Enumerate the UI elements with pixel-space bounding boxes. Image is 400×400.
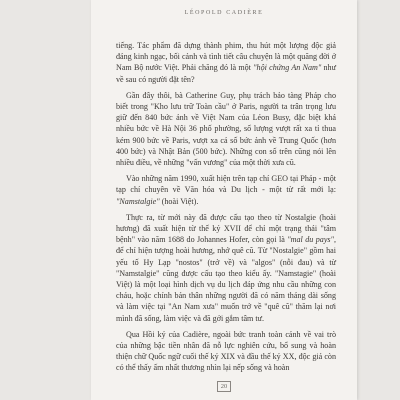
page-number	[91, 381, 357, 392]
paragraph-1-text-a: tiếng. Tác phẩm đã dựng thành phim, thu hút một lượng độc giả đáng kinh ngạc, bối cảnh và tình tiết câu chuyện là một quãng đời ở Nam Bộ nước Việt. Phải chăng đó là một	[116, 41, 336, 73]
paragraph-4	[116, 212, 336, 324]
book-page	[91, 0, 357, 400]
paragraph-4-italic: "mal du pays"	[287, 235, 334, 245]
body-text	[116, 40, 336, 379]
paragraph-4-text-b: , để chỉ hiện tượng hoài hương, nhớ quê cũ. Từ "Nostalgie" gồm hai yếu tố Hy Lạp "nostos" (trở về) và "algos" (nỗi đau) và từ "Namstalgie" cũng được cấu tạo theo kiểu ấy. "Namstagie" (hoài Việt) là một loại hình dịch vụ du lịch đáp ứng nhu cầu những con cháu, hoặc chính bản thân những người đã có năm tháng dài sống và làm việc tại "An Nam xưa" muốn trở về "quê cũ" thăm lại nơi mình đã sống, làm việc và đã gởi gắm tâm tư.	[116, 235, 336, 323]
paragraph-4-text-a: Thực ra, từ mới này đã được cấu tạo theo từ Nostalgie (hoài hương) đã xuất hiện từ thế kỷ XVII để chỉ một trạng thái "tâm bệnh" vào năm 1688 do Johannes Hofer, còn gọi là	[116, 212, 336, 245]
page-number-box: 20	[217, 381, 232, 392]
paragraph-1	[116, 40, 336, 85]
paragraph-2: Gần đây thôi, bà Catherine Guy, phụ trách bảo tàng Pháp cho biết trong "Kho lưu trữ Toàn cầu" ở Paris, người ta trân trọng lưu giữ đến 840 bức ảnh về Việt Nam của Léon Busy, đặc biệt khá nhiều bức về Hà Nội 36 phố phường, số lượng vượt rất xa tỉ thua kém 900 bức về Paris, vượt xa cả số bức ảnh về Trung Quốc (hơn 400 bức) và Nhật Bản (500 bức). Những con số trên cũng nói lên nhiều điều, về những "vấn vương" của một thời xưa cũ.	[116, 90, 336, 168]
paragraph-3-text-a: Vào những năm 1990, xuất hiện trên tạp chí GEO tại Pháp - một tạp chí chuyên về Văn hóa và Du lịch - một từ rất mới lạ:	[116, 174, 336, 195]
paragraph-1-text-b: như về sau có người đặt tên?	[116, 63, 336, 84]
running-head: LÉOPOLD CADIÈRE	[184, 10, 264, 16]
paragraph-3-text-b: (hoài Việt).	[159, 196, 199, 206]
paragraph-1-italic: "hội chứng An Nam"	[253, 63, 322, 73]
paragraph-3	[116, 173, 336, 207]
paragraph-5: Qua Hồi ký của Cadière, ngoài bức tranh toàn cảnh về vai trò của những bậc tiền nhân đã nỗ lực nghiên cứu, bổ sung và hoàn thiện chữ Quốc ngữ cuối thế kỷ XIX và đầu thế kỷ XX, độc giả còn có thể thấy ấm nhất thương nhìn lại nếp sống và hoàn	[116, 329, 336, 373]
paragraph-3-italic: "Namstalgie"	[116, 196, 160, 206]
